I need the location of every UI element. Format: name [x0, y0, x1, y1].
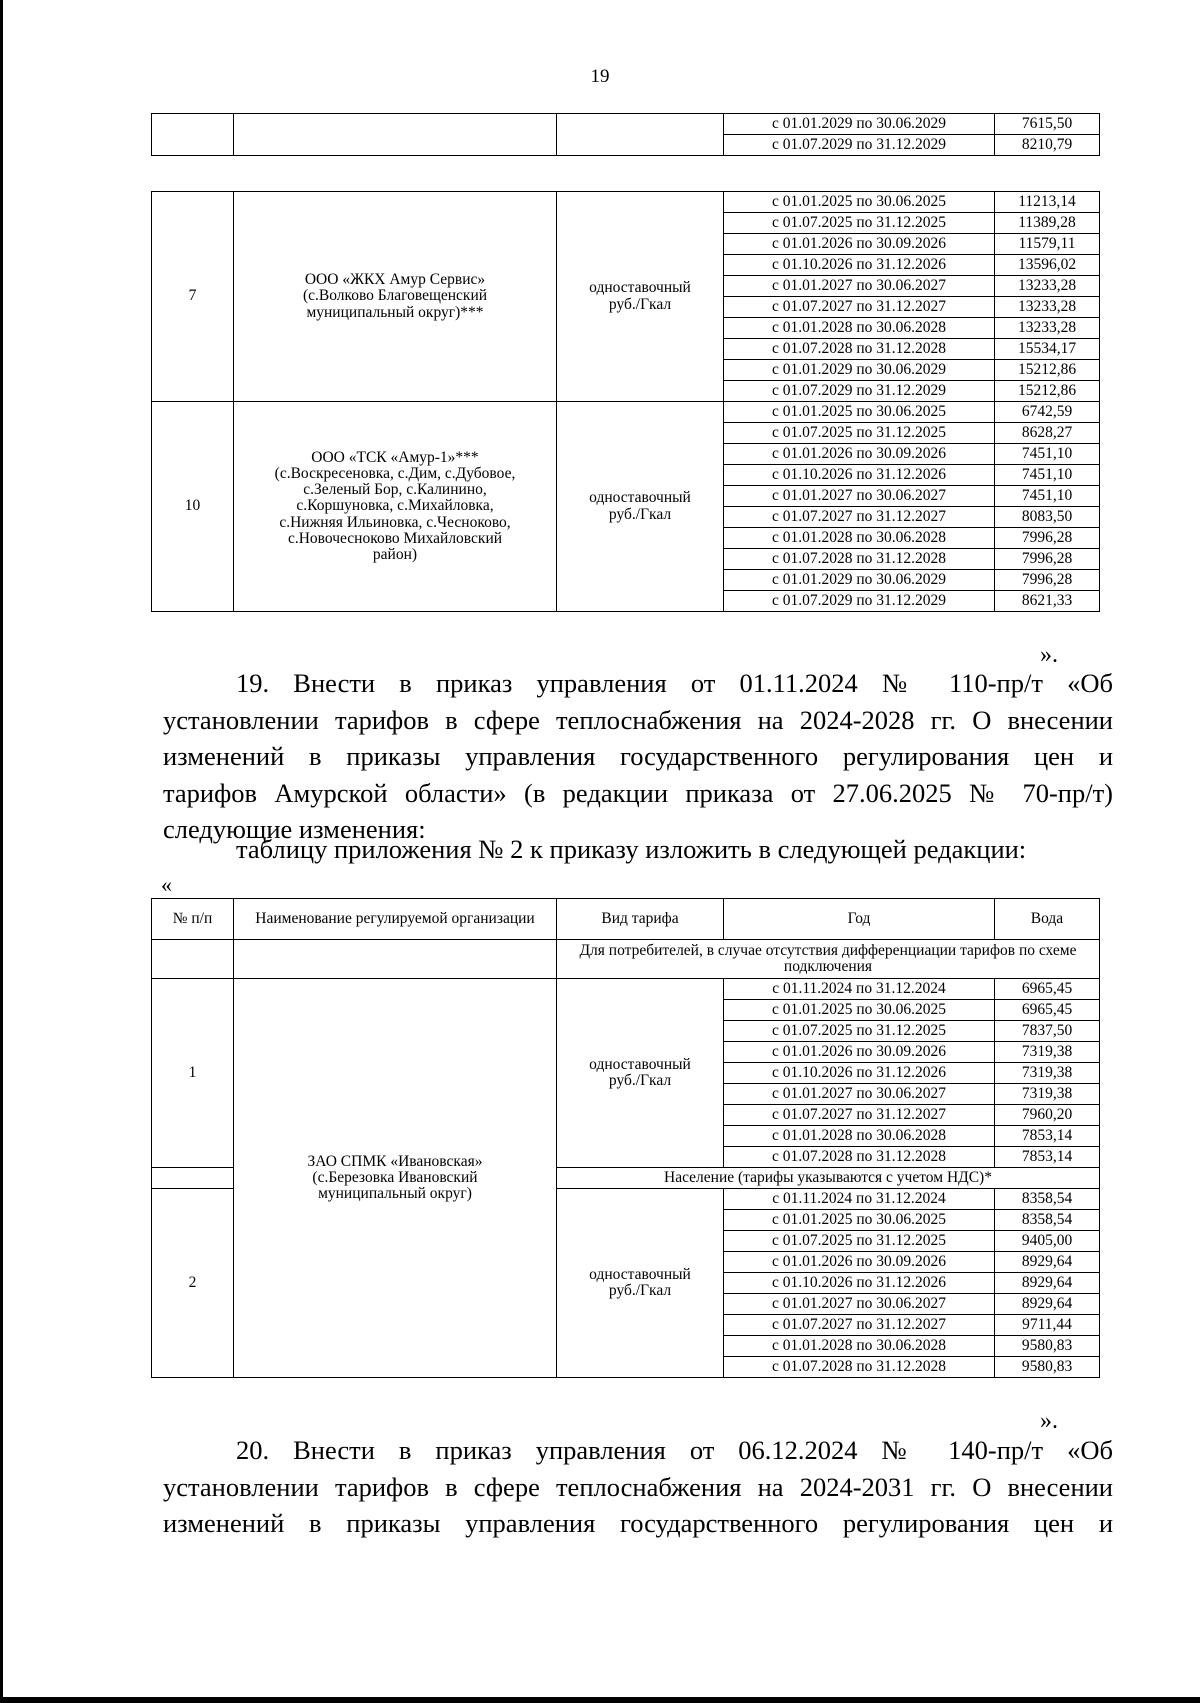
value-cell: 8929,64 — [995, 1273, 1100, 1294]
org-name-line: (с.Волково Благовещенский — [302, 287, 488, 305]
period-cell: с 01.01.2026 по 30.09.2026 — [724, 1252, 995, 1273]
period-cell: с 01.07.2025 по 31.12.2025 — [724, 213, 995, 234]
org-name — [234, 402, 557, 612]
num-cell — [152, 940, 234, 979]
header-row — [152, 899, 1100, 940]
section-row — [152, 940, 1100, 979]
section-title: Для потребителей, в случае отсутствия дифференциации тарифов по схеме подключения — [557, 940, 1100, 979]
value-cell: 7960,20 — [995, 1105, 1100, 1126]
period-cell: с 01.11.2024 по 31.12.2024 — [724, 1189, 995, 1210]
name-cell — [234, 940, 557, 979]
row-number: 10 — [152, 402, 234, 612]
table-row — [152, 192, 1100, 213]
scan-edge-left — [0, 0, 3, 1703]
value-cell: 7451,10 — [995, 444, 1100, 465]
value-cell: 11213,14 — [995, 192, 1100, 213]
tariff-table-appendix-2 — [151, 898, 1100, 1378]
period-cell: с 01.01.2027 по 30.06.2027 — [724, 1294, 995, 1315]
value-cell: 8358,54 — [995, 1210, 1100, 1231]
period-cell: с 01.07.2027 по 31.12.2027 — [724, 1315, 995, 1336]
tariff-table-continuation — [151, 113, 1100, 156]
period-cell: с 01.10.2026 по 31.12.2026 — [724, 465, 995, 486]
tariff-type-line: руб./Гкал — [608, 295, 672, 313]
closing-quote: ». — [1040, 1408, 1058, 1434]
value-cell: 13233,28 — [995, 297, 1100, 318]
header-year: Год — [724, 899, 995, 940]
value-cell: 6965,45 — [995, 979, 1100, 1000]
tariff-type-line: одноставочный — [589, 279, 691, 297]
value-cell: 7615,50 — [995, 114, 1100, 135]
tariff-type-line: одноставочный — [589, 489, 691, 507]
period-cell: с 01.01.2026 по 30.09.2026 — [724, 234, 995, 255]
period-cell: с 01.07.2027 по 31.12.2027 — [724, 1105, 995, 1126]
period-cell: с 01.07.2025 по 31.12.2025 — [724, 423, 995, 444]
org-name-line: с.Новочесноково Михайловский — [287, 529, 503, 547]
org-name-line: муниципальный округ) — [318, 1185, 472, 1203]
period-cell: с 01.01.2027 по 30.06.2027 — [724, 486, 995, 507]
value-cell: 13596,02 — [995, 255, 1100, 276]
tariff-type-line: руб./Гкал — [608, 1282, 672, 1299]
tariff-cell — [557, 114, 724, 156]
value-cell: 8628,27 — [995, 423, 1100, 444]
period-cell: с 01.07.2025 по 31.12.2025 — [724, 1021, 995, 1042]
page-number: 19 — [590, 66, 610, 87]
header-name: Наименование регулируемой организации — [234, 899, 557, 940]
org-name-line: ООО «ТСК «Амур-1»*** — [311, 448, 479, 466]
period-cell: с 01.01.2029 по 30.06.2029 — [724, 114, 995, 135]
paragraph-line: изменений в приказы управления государственного регулирования цен и — [163, 741, 1113, 771]
org-name-line: ЗАО СПМК «Ивановская» — [307, 1152, 483, 1170]
period-cell: с 01.01.2025 по 30.06.2025 — [724, 192, 995, 213]
instruction-line: таблицу приложения № 2 к приказу изложить в следующей редакции: — [236, 834, 1027, 864]
value-cell: 13233,28 — [995, 276, 1100, 297]
period-cell: с 01.07.2027 по 31.12.2027 — [724, 507, 995, 528]
num-cell — [152, 1168, 234, 1189]
tariff-type — [557, 979, 724, 1168]
org-name — [234, 192, 557, 402]
value-cell: 7996,28 — [995, 549, 1100, 570]
value-cell: 7853,14 — [995, 1126, 1100, 1147]
period-cell: с 01.11.2024 по 31.12.2024 — [724, 979, 995, 1000]
tariff-type-line: руб./Гкал — [608, 1072, 672, 1089]
period-cell: с 01.01.2029 по 30.06.2029 — [724, 360, 995, 381]
org-name-line: муниципальный округ)*** — [306, 303, 484, 321]
period-cell: с 01.07.2028 по 31.12.2028 — [724, 549, 995, 570]
period-cell: с 01.01.2028 по 30.06.2028 — [724, 528, 995, 549]
scan-edge-bottom — [0, 1697, 1200, 1703]
period-cell: с 01.07.2027 по 31.12.2027 — [724, 297, 995, 318]
org-name-line: ООО «ЖКХ Амур Сервис» — [304, 271, 486, 289]
org-name-line: с.Коршуновка, с.Михайловка, — [296, 497, 494, 515]
value-cell: 7319,38 — [995, 1084, 1100, 1105]
value-cell: 6742,59 — [995, 402, 1100, 423]
value-cell: 7853,14 — [995, 1147, 1100, 1168]
value-cell: 6965,45 — [995, 1000, 1100, 1021]
value-cell: 11579,11 — [995, 234, 1100, 255]
tariff-type — [557, 402, 724, 612]
paragraph-line: следующие изменения: — [163, 814, 426, 844]
org-name — [234, 979, 557, 1378]
period-cell: с 01.01.2025 по 30.06.2025 — [724, 1000, 995, 1021]
paragraph-line: 20. Внести в приказ управления от 06.12.2024 № 140-пр/т «Об — [236, 1435, 1113, 1465]
period-cell: с 01.01.2027 по 30.06.2027 — [724, 276, 995, 297]
row-number: 7 — [152, 192, 234, 402]
tariff-type — [557, 192, 724, 402]
period-cell: с 01.07.2029 по 31.12.2029 — [724, 381, 995, 402]
value-cell: 15212,86 — [995, 360, 1100, 381]
header-water: Вода — [995, 899, 1100, 940]
period-cell: с 01.01.2025 по 30.06.2025 — [724, 402, 995, 423]
tariff-type — [557, 1189, 724, 1378]
name-cell — [234, 114, 557, 156]
period-cell: с 01.01.2028 по 30.06.2028 — [724, 318, 995, 339]
period-cell: с 01.07.2028 по 31.12.2028 — [724, 1357, 995, 1378]
paragraph-line: установлении тарифов в сфере теплоснабжения на 2024-2031 гг. О внесении — [163, 1471, 1113, 1502]
value-cell: 13233,28 — [995, 318, 1100, 339]
row-number: 2 — [152, 1189, 234, 1378]
org-name-line: (с.Березовка Ивановский — [312, 1168, 478, 1186]
paragraph-19 — [163, 665, 1113, 848]
value-cell: 7319,38 — [995, 1042, 1100, 1063]
tariff-type-line: одноставочный — [589, 1055, 691, 1073]
paragraph-20 — [163, 1432, 1113, 1542]
period-cell: с 01.01.2026 по 30.09.2026 — [724, 1042, 995, 1063]
period-cell: с 01.01.2028 по 30.06.2028 — [724, 1126, 995, 1147]
period-cell: с 01.10.2026 по 31.12.2026 — [724, 1063, 995, 1084]
paragraph-line: изменений в приказы управления государственного регулирования цен и — [163, 1508, 1113, 1538]
value-cell: 9580,83 — [995, 1357, 1100, 1378]
value-cell: 8083,50 — [995, 507, 1100, 528]
value-cell: 8358,54 — [995, 1189, 1100, 1210]
value-cell: 8621,33 — [995, 591, 1100, 612]
paragraph-line: 19. Внести в приказ управления от 01.11.2024 № 110-пр/т «Об — [236, 668, 1113, 698]
value-cell: 7319,38 — [995, 1063, 1100, 1084]
org-name-line: с.Зеленый Бор, с.Калинино, — [303, 481, 487, 499]
tariff-type-line: одноставочный — [589, 1265, 691, 1283]
value-cell: 15212,86 — [995, 381, 1100, 402]
value-cell: 15534,17 — [995, 339, 1100, 360]
opening-quote: « — [161, 872, 172, 897]
period-cell: с 01.07.2028 по 31.12.2028 — [724, 1147, 995, 1168]
value-cell: 11389,28 — [995, 213, 1100, 234]
period-cell: с 01.01.2026 по 30.09.2026 — [724, 444, 995, 465]
value-cell: 9580,83 — [995, 1336, 1100, 1357]
value-cell: 7451,10 — [995, 486, 1100, 507]
value-cell: 7996,28 — [995, 570, 1100, 591]
value-cell: 9711,44 — [995, 1315, 1100, 1336]
period-cell: с 01.01.2029 по 30.06.2029 — [724, 570, 995, 591]
value-cell: 9405,00 — [995, 1231, 1100, 1252]
value-cell: 8929,64 — [995, 1294, 1100, 1315]
period-cell: с 01.07.2029 по 31.12.2029 — [724, 135, 995, 156]
period-cell: с 01.10.2026 по 31.12.2026 — [724, 1273, 995, 1294]
org-name-line: район) — [372, 546, 418, 564]
period-cell: с 01.07.2029 по 31.12.2029 — [724, 591, 995, 612]
header-tariff: Вид тарифа — [557, 899, 724, 940]
paragraph-line: установлении тарифов в сфере теплоснабжения на 2024-2028 гг. О внесении — [163, 704, 1113, 735]
value-cell: 7996,28 — [995, 528, 1100, 549]
row-number: 1 — [152, 979, 234, 1168]
table-row — [152, 979, 1100, 1000]
period-cell: с 01.07.2028 по 31.12.2028 — [724, 339, 995, 360]
period-cell: с 01.01.2027 по 30.06.2027 — [724, 1084, 995, 1105]
value-cell: 7451,10 — [995, 465, 1100, 486]
period-cell: с 01.01.2025 по 30.06.2025 — [724, 1210, 995, 1231]
org-name-line: (с.Воскресеновка, с.Дим, с.Дубовое, — [274, 464, 516, 482]
table-row — [152, 114, 1100, 135]
tariff-type-line: руб./Гкал — [608, 505, 672, 523]
section-title: Население (тарифы указываются с учетом НДС)* — [557, 1168, 1100, 1189]
paragraph-line: тарифов Амурской области» (в редакции приказа от 27.06.2025 № 70-пр/т) — [163, 777, 1113, 808]
tariff-table-items-7-10 — [151, 191, 1100, 612]
num-cell — [152, 114, 234, 156]
period-cell: с 01.10.2026 по 31.12.2026 — [724, 255, 995, 276]
value-cell: 8929,64 — [995, 1252, 1100, 1273]
org-name-line: с.Нижняя Ильиновка, с.Чесноково, — [279, 513, 511, 531]
value-cell: 7837,50 — [995, 1021, 1100, 1042]
table-row — [152, 402, 1100, 423]
closing-quote: ». — [1040, 642, 1058, 668]
period-cell: с 01.07.2025 по 31.12.2025 — [724, 1231, 995, 1252]
period-cell: с 01.01.2028 по 30.06.2028 — [724, 1336, 995, 1357]
value-cell: 8210,79 — [995, 135, 1100, 156]
header-num: № п/п — [152, 899, 234, 940]
